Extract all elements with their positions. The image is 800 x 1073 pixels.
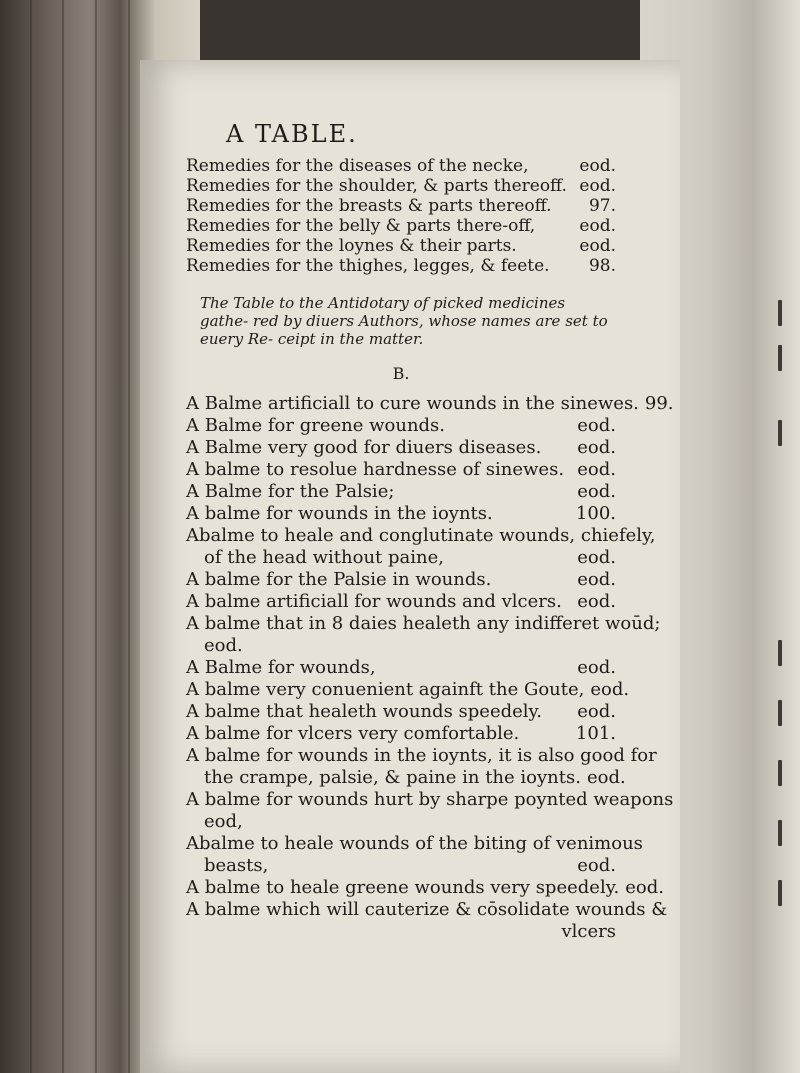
list-item: A Balme for the Palsie; eod. [186, 481, 616, 502]
list-item: A Balme for wounds, eod. [186, 657, 616, 678]
list-item: A Balme for greene wounds. eod. [186, 415, 616, 436]
list-item: Remedies for the breasts & parts thereoff. 97. [186, 196, 616, 216]
list-item: Abalme to heale and conglutinate wounds, chiefely, [186, 525, 656, 546]
list-item: A balme which will cauterize & cōsolidate wounds & [186, 899, 668, 920]
list-item: A Balme very good for diuers diseases. eod. [186, 437, 616, 458]
list-item: eod. [204, 635, 243, 656]
list-item: Remedies for the shoulder, & parts thereoff. eod. [186, 176, 616, 196]
list-item: A balme to heale greene wounds very speedely. eod. [186, 877, 664, 898]
list-item: Abalme to heale wounds of the biting of venimous [186, 833, 643, 854]
list-item: Remedies for the loynes & their parts. eod. [186, 236, 616, 256]
list-item: Remedies for the diseases of the necke, eod. [186, 156, 616, 176]
list-item: vlcers [561, 921, 616, 942]
list-item: A balme for wounds hurt by sharpe poynted weapons [186, 789, 674, 810]
list-item: Remedies for the belly & parts there-off, eod. [186, 216, 616, 236]
list-item: eod, [204, 811, 243, 832]
list-item: A Balme artificiall to cure wounds in the sinewes. 99. [186, 393, 674, 414]
list-item: A balme very conuenient againft the Goute, eod. [186, 679, 630, 700]
list-item: A balme artificiall for wounds and vlcers. eod. [186, 591, 616, 612]
list-item: A balme for vlcers very comfortable. 101. [186, 723, 616, 744]
list-item: A balme that in 8 daies healeth any indifferet woūd; [186, 613, 661, 634]
list-item: A balme that healeth wounds speedely. eod. [186, 701, 616, 722]
list-item: beasts, eod. [204, 855, 616, 876]
page-title: A TABLE. [226, 120, 358, 148]
antidotary-note: The Table to the Antidotary of picked medicines gathe- red by diuers Authors, whose names are set to euery Re- ceipt in the matter. [200, 294, 608, 348]
list-item: Remedies for the thighes, legges, & feete. 98. [186, 256, 616, 276]
list-item: A balme for wounds in the ioynts. 100. [186, 503, 616, 524]
section-letter: B. [392, 364, 410, 383]
list-item: the crampe, palsie, & paine in the ioynts. eod. [204, 767, 626, 788]
list-item: of the head without paine, eod. [204, 547, 616, 568]
remedies-list [186, 156, 616, 276]
list-item: A balme to resolue hardnesse of sinewes. eod. [186, 459, 616, 480]
table-content [186, 120, 674, 943]
list-item: A balme for wounds in the ioynts, it is also good for [186, 745, 657, 766]
balmes-list [186, 393, 674, 943]
list-item: A balme for the Palsie in wounds. eod. [186, 569, 616, 590]
